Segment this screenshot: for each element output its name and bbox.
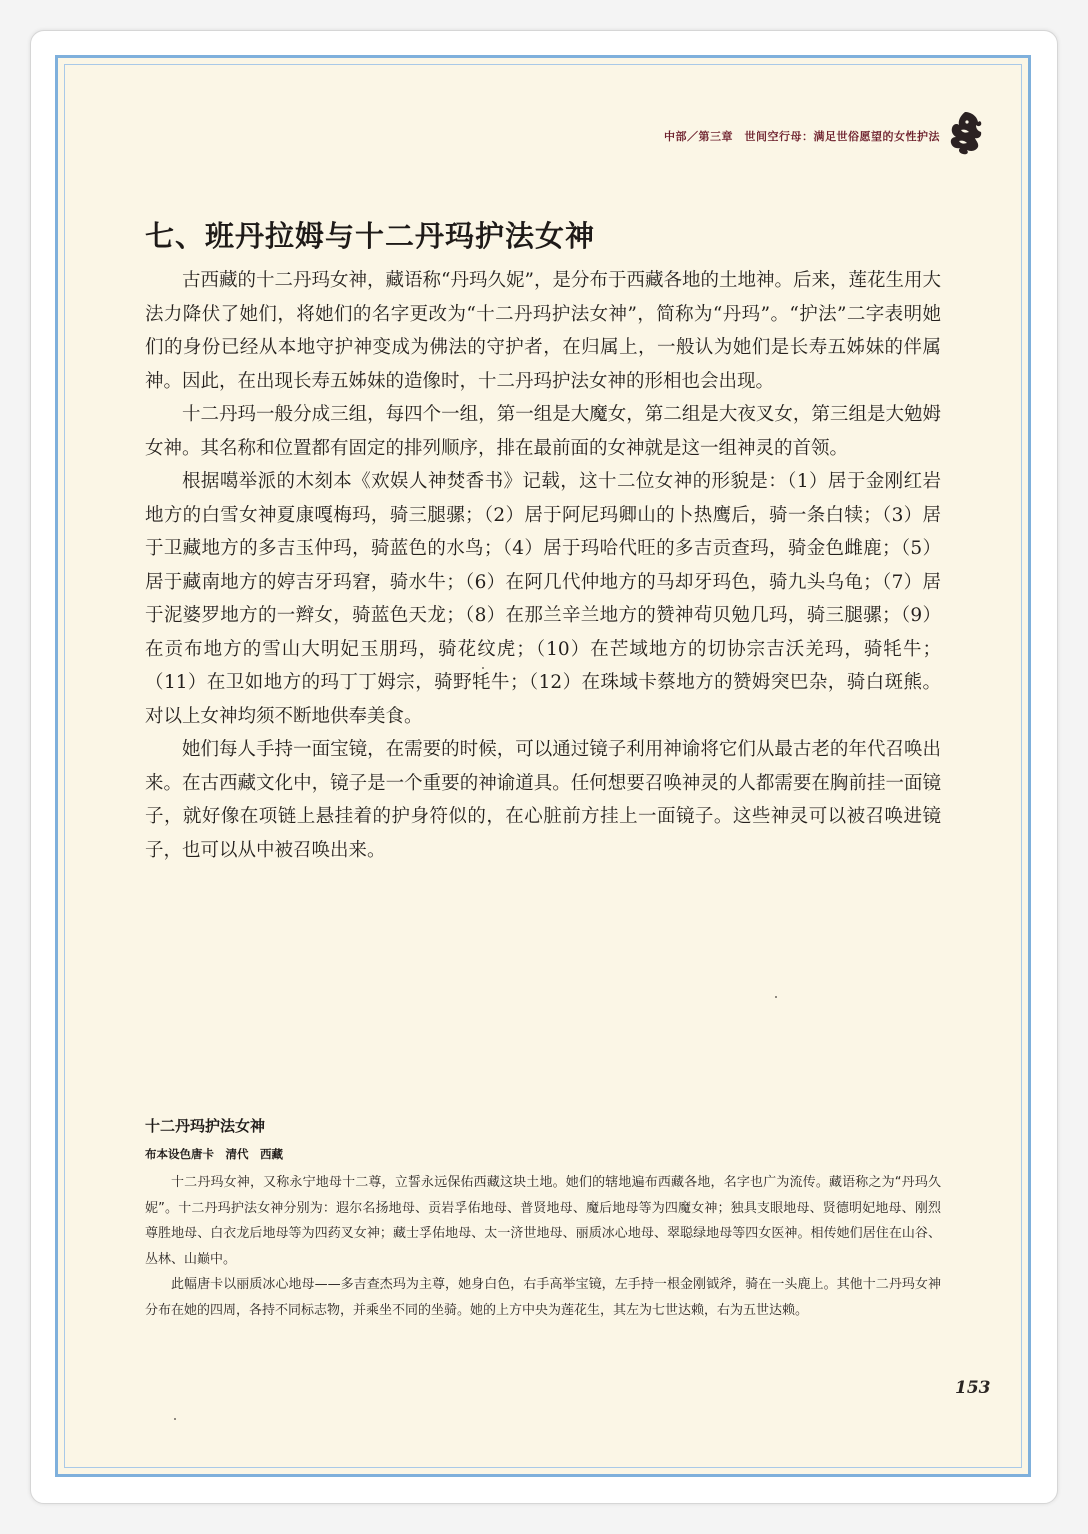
- paper-speck: [174, 1418, 176, 1420]
- paragraph: 根据噶举派的木刻本《欢娱人神焚香书》记载，这十二位女神的形貌是：（1）居于金刚红岩地方的白雪女神夏康嘎梅玛，骑三腿骡；（2）居于阿尼玛卿山的卜热鹰后，骑一条白犊；（3）居于卫藏地方的多吉玉仲玛，骑蓝色的水鸟；（4）居于玛哈代旺的多吉贡查玛，骑金色雌鹿；（5）居于藏南地方的婷吉牙玛窘，骑水牛；（6）在阿几代仲地方的马却牙玛色，骑九头乌龟；（7）居于泥婆罗地方的一辫女，骑蓝色天龙；（8）在那兰辛兰地方的赞神茍贝勉几玛，骑三腿骡；（9）在贡布地方的雪山大明妃玉朋玛，骑花纹虎；（10）在芒域地方的切协宗吉沃羌玛，骑牦牛；（11）在卫如地方的玛丁丁姆宗，骑野牦牛；（12）在珠域卡蔡地方的赞姆突巴杂，骑白斑熊。对以上女神均须不断地供奉美食。: [145, 471, 941, 727]
- paper-speck: [482, 667, 484, 669]
- paper-speck: [775, 996, 777, 998]
- dragon-emblem-icon: [947, 110, 983, 156]
- caption-subtitle: 布本设色唐卡 清代 西藏: [145, 1147, 283, 1161]
- main-text: [145, 264, 941, 867]
- caption-text: [145, 1170, 941, 1323]
- paragraph: 十二丹玛一般分成三组，每四个一组，第一组是大魔女，第二组是大夜叉女，第三组是大勉姆女神。其名称和位置都有固定的排列顺序，排在最前面的女神就是这一组神灵的首领。: [145, 404, 941, 459]
- page-number: 153: [955, 1378, 991, 1398]
- section-title: 七、班丹拉姆与十二丹玛护法女神: [145, 219, 596, 253]
- caption-title: 十二丹玛护法女神: [145, 1117, 266, 1135]
- caption-paragraph: 十二丹玛女神，又称永宁地母十二尊，立誓永远保佑西藏这块土地。她们的辖地遍布西藏各地，名字也广为流传。藏语称之为“丹玛久妮”。十二丹玛护法女神分别为：遐尔名扬地母、贡岩孚佑地母、普贤地母、魔后地母等为四魔女神；独具支眼地母、贤德明妃地母、刚烈尊胜地母、白衣龙后地母等为四药叉女神；藏士孚佑地母、太一济世地母、丽质冰心地母、翠聪绿地母等四女医神。相传她们居住在山谷、丛林、山巅中。: [145, 1175, 941, 1267]
- paragraph: 她们每人手持一面宝镜，在需要的时候，可以通过镜子利用神谕将它们从最古老的年代召唤出来。在古西藏文化中，镜子是一个重要的神谕道具。任何想要召唤神灵的人都需要在胸前挂一面镜子，就好像在项链上悬挂着的护身符似的，在心脏前方挂上一面镜子。这些神灵可以被召唤进镜子，也可以从中被召唤出来。: [145, 739, 941, 861]
- running-head: 中部／第三章 世间空行母：满足世俗愿望的女性护法: [664, 130, 940, 143]
- paragraph: 古西藏的十二丹玛女神，藏语称“丹玛久妮”，是分布于西藏各地的土地神。后来，莲花生用大法力降伏了她们，将她们的名字更改为“十二丹玛护法女神”，简称为“丹玛”。“护法”二字表明她们的身份已经从本地守护神变成为佛法的守护者，在归属上，一般认为她们是长寿五姊妹的伴属神。因此，在出现长寿五姊妹的造像时，十二丹玛护法女神的形相也会出现。: [145, 270, 941, 392]
- caption-paragraph: 此幅唐卡以丽质冰心地母——多吉查杰玛为主尊，她身白色，右手高举宝镜，左手持一根金刚钺斧，骑在一头鹿上。其他十二丹玛女神分布在她的四周，各持不同标志物，并乘坐不同的坐骑。她的上方中央为莲花生，其左为七世达赖，右为五世达赖。: [145, 1277, 941, 1318]
